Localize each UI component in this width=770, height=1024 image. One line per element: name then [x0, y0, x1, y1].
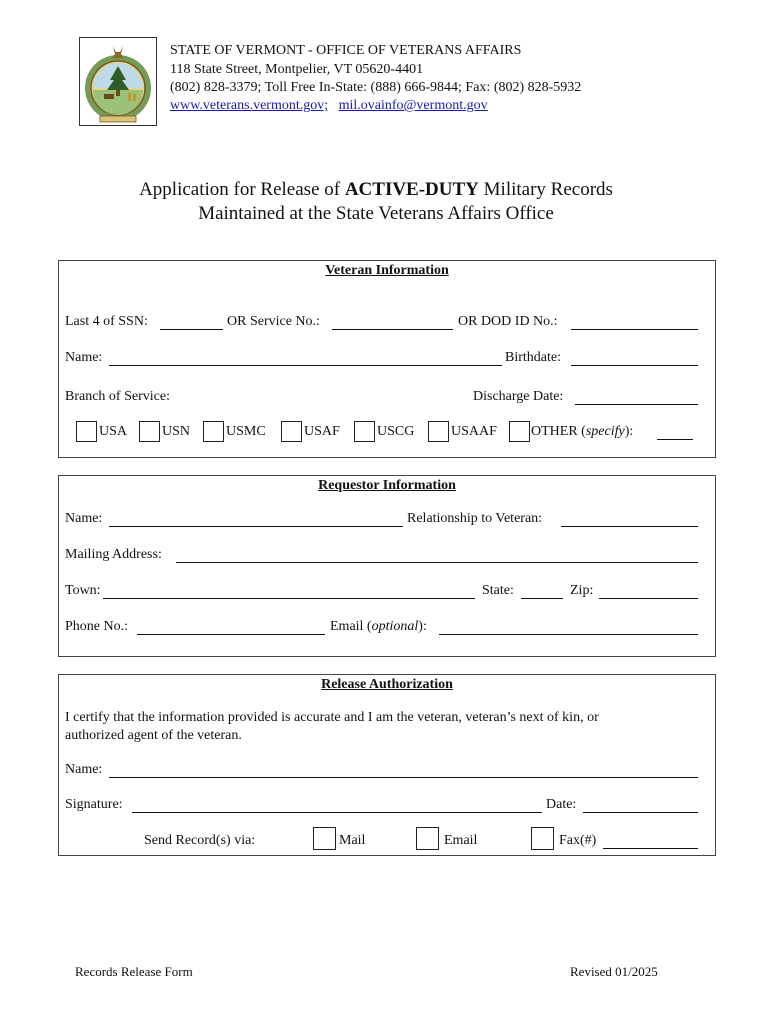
service-no-field[interactable]: [332, 329, 453, 330]
website-link[interactable]: www.veterans.vermont.gov;: [170, 98, 329, 113]
branch-other-field[interactable]: [657, 439, 693, 440]
send-via-label: Send Record(s) via:: [144, 833, 256, 848]
form-subtitle: Maintained at the State Veterans Affairs Office: [198, 203, 554, 224]
footer-revision: Revised 01/2025: [570, 964, 658, 979]
send-mail-checkbox[interactable]: [313, 827, 336, 850]
mailing-address-label: Mailing Address:: [65, 547, 162, 562]
fax-number-field[interactable]: [603, 848, 698, 849]
branch-label: Branch of Service:: [65, 389, 170, 404]
office-phone: (802) 828-3379; Toll Free In-State: (888) 666-9844; Fax: (802) 828-5932: [170, 80, 582, 95]
branch-usmc-checkbox[interactable]: [203, 421, 224, 442]
zip-field[interactable]: [599, 598, 698, 599]
office-links: [170, 97, 488, 115]
service-no-label: OR Service No.:: [227, 314, 320, 329]
email-link[interactable]: mil.ovainfo@vermont.gov: [338, 98, 488, 113]
requestor-name-field[interactable]: [109, 526, 403, 527]
branch-usaaf-checkbox[interactable]: [428, 421, 449, 442]
dod-id-field[interactable]: [571, 329, 698, 330]
requestor-email-field[interactable]: [439, 634, 698, 635]
release-section: [58, 674, 716, 856]
release-date-label: Date:: [546, 797, 577, 812]
veteran-name-field[interactable]: [109, 365, 502, 366]
requestor-name-label: Name:: [65, 511, 103, 526]
vermont-seal-icon: [80, 38, 156, 125]
office-name: STATE OF VERMONT - OFFICE OF VETERANS AFFAIRS: [170, 43, 522, 58]
discharge-field[interactable]: [575, 404, 698, 405]
certify-text-line2: authorized agent of the veteran.: [65, 728, 242, 743]
requestor-section: [58, 475, 716, 657]
branch-usaf-checkbox[interactable]: [281, 421, 302, 442]
phone-field[interactable]: [137, 634, 325, 635]
dod-id-label: OR DOD ID No.:: [458, 314, 558, 329]
branch-usa-checkbox[interactable]: [76, 421, 97, 442]
zip-label: Zip:: [570, 583, 594, 598]
requestor-heading: Requestor Information: [318, 478, 456, 493]
branch-usmc-label: USMC: [226, 424, 266, 439]
veteran-section: [58, 260, 716, 458]
state-seal: [79, 37, 157, 126]
release-date-field[interactable]: [583, 812, 698, 813]
phone-label: Phone No.:: [65, 619, 128, 634]
send-fax-label: Fax(#): [559, 833, 597, 848]
branch-usn-checkbox[interactable]: [139, 421, 160, 442]
town-field[interactable]: [103, 598, 475, 599]
veteran-name-label: Name:: [65, 350, 103, 365]
veteran-heading: Veteran Information: [325, 263, 449, 278]
birthdate-label: Birthdate:: [505, 350, 561, 365]
signature-label: Signature:: [65, 797, 123, 812]
ssn-label: Last 4 of SSN:: [65, 314, 148, 329]
release-name-field[interactable]: [109, 777, 698, 778]
ssn-field[interactable]: [160, 329, 223, 330]
branch-usaaf-label: USAAF: [451, 424, 497, 439]
signature-field[interactable]: [132, 812, 542, 813]
relationship-field[interactable]: [561, 526, 698, 527]
state-label: State:: [482, 583, 514, 598]
branch-usa-label: USA: [99, 424, 128, 439]
send-fax-checkbox[interactable]: [531, 827, 554, 850]
certify-text-line1: I certify that the information provided is accurate and I am the veteran, veteran’s next of kin, or: [65, 710, 599, 725]
release-heading: Release Authorization: [321, 677, 453, 692]
send-mail-label: Mail: [339, 833, 366, 848]
footer-form-name: Records Release Form: [75, 964, 193, 979]
branch-uscg-label: USCG: [377, 424, 415, 439]
requestor-email-label: Email (optional):: [330, 619, 427, 634]
form-title: Application for Release of ACTIVE-DUTY Military Records: [139, 179, 613, 200]
send-email-checkbox[interactable]: [416, 827, 439, 850]
branch-uscg-checkbox[interactable]: [354, 421, 375, 442]
mailing-address-field[interactable]: [176, 562, 698, 563]
town-label: Town:: [65, 583, 101, 598]
branch-usn-label: USN: [162, 424, 191, 439]
office-address: 118 State Street, Montpelier, VT 05620-4401: [170, 62, 424, 77]
birthdate-field[interactable]: [571, 365, 698, 366]
send-email-label: Email: [444, 833, 478, 848]
state-field[interactable]: [521, 598, 563, 599]
branch-other-checkbox[interactable]: [509, 421, 530, 442]
release-name-label: Name:: [65, 762, 103, 777]
discharge-label: Discharge Date:: [473, 389, 564, 404]
branch-usaf-label: USAF: [304, 424, 340, 439]
relationship-label: Relationship to Veteran:: [407, 511, 543, 526]
branch-other-label: OTHER (specify):: [531, 424, 634, 439]
